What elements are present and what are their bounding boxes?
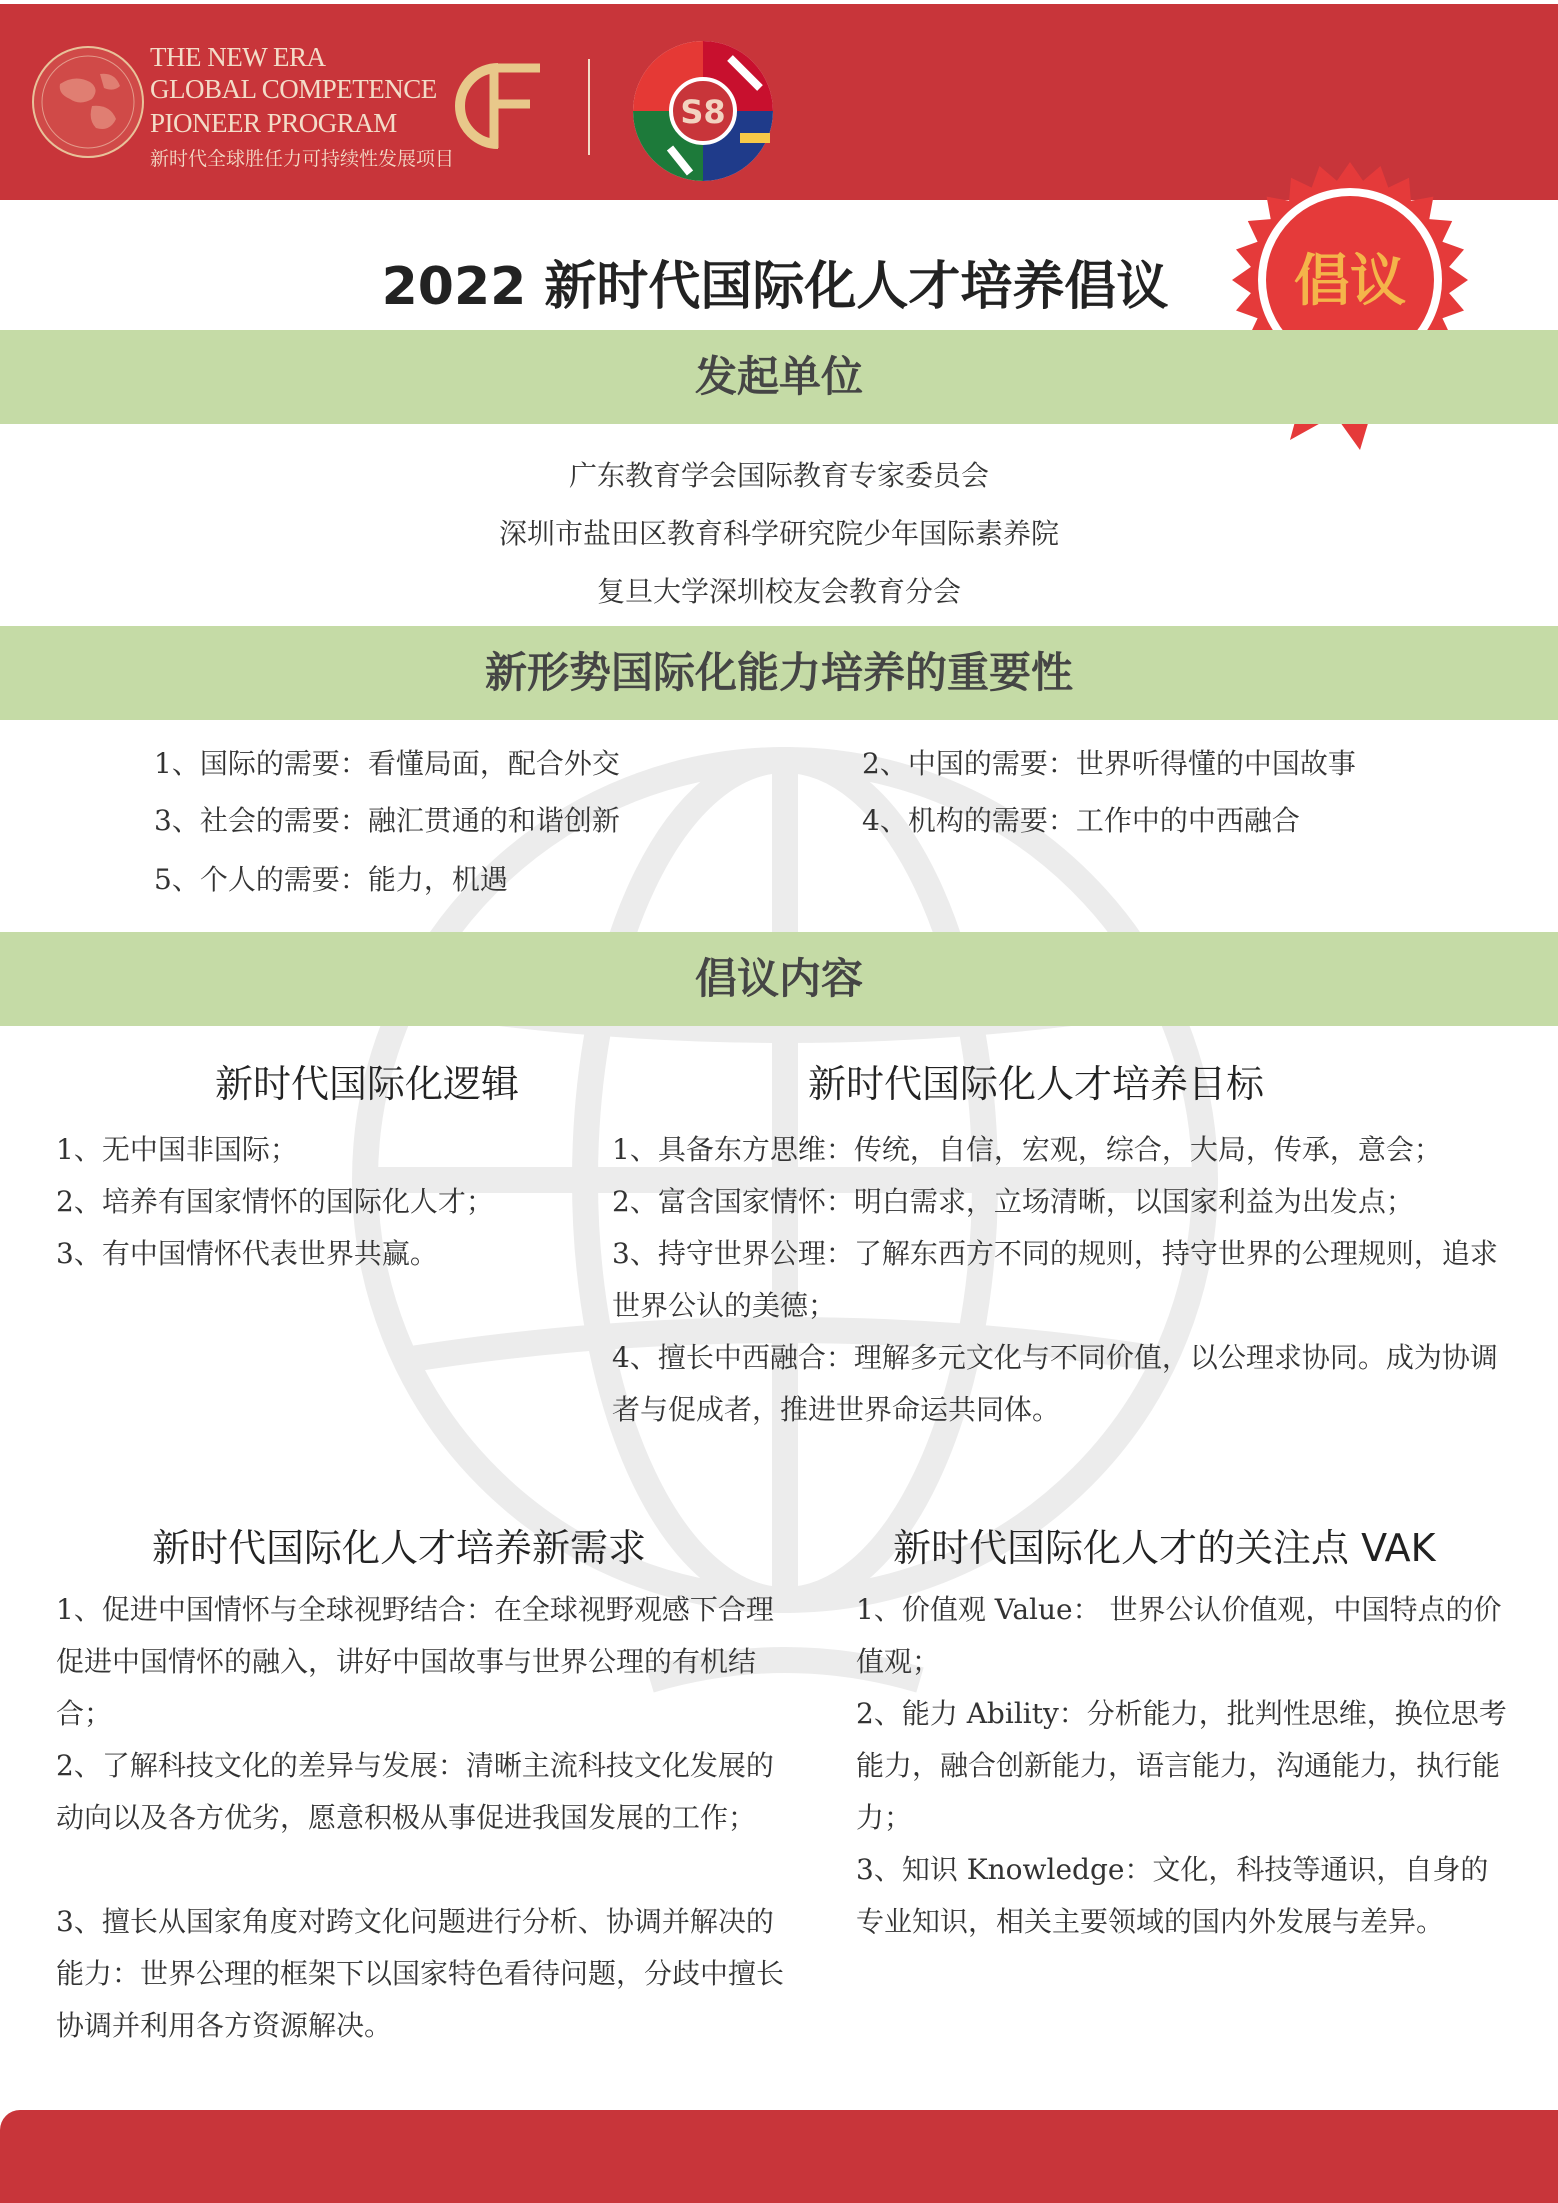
logic-item-3: 3、有中国情怀代表世界共赢。 xyxy=(56,1237,438,1270)
page-title: 2022 新时代国际化人才培养倡议 xyxy=(381,257,1169,317)
seal-text: 倡议 xyxy=(1294,249,1406,314)
importance-item-1: 1、国际的需要：看懂局面，配合外交 xyxy=(154,747,620,780)
header-divider xyxy=(588,59,590,155)
brand-line-1: THE NEW ERA xyxy=(150,42,326,72)
vak-title: 新时代国际化人才的关注点 VAK xyxy=(893,1526,1436,1570)
initiator-line-3: 复旦大学深圳校友会教育分会 xyxy=(596,575,961,608)
goals-item-4: 4、擅长中西融合：理解多元文化与不同价值，以公理求协同。成为协调者与促成者，推进世界命运共同体。 xyxy=(612,1341,1498,1426)
importance-item-3: 3、社会的需要：融汇贯通的和谐创新 xyxy=(154,804,620,837)
initiator-line-2: 深圳市盐田区教育科学研究院少年国际素养院 xyxy=(498,517,1059,550)
goals-item-2: 2、富含国家情怀：明白需求，立场清晰，以国家利益为出发点； xyxy=(612,1185,1414,1218)
vak-item-2: 2、能力 Ability：分析能力，批判性思维，换位思考能力，融合创新能力，语言能力，沟通能力，执行能力； xyxy=(856,1697,1507,1834)
vak-item-3: 3、知识 Knowledge：文化，科技等通识，自身的专业知识，相关主要领域的国内外发展与差异。 xyxy=(856,1853,1489,1938)
needs-item-3: 3、擅长从国家角度对跨文化问题进行分析、协调并解决的能力：世界公理的框架下以国家特色看待问题，分歧中擅长协调并利用各方资源解决。 xyxy=(56,1905,785,2042)
needs-title: 新时代国际化人才培养新需求 xyxy=(152,1526,647,1570)
brand-line-2: GLOBAL COMPETENCE xyxy=(150,74,437,104)
footer-banner xyxy=(0,2110,1558,2203)
goals-title: 新时代国际化人才培养目标 xyxy=(808,1062,1265,1106)
logic-title: 新时代国际化逻辑 xyxy=(215,1062,520,1106)
s8-label: S8 xyxy=(680,93,726,131)
section-title-content: 倡议内容 xyxy=(694,954,863,1003)
goals-item-1: 1、具备东方思维：传统，自信，宏观，综合，大局，传承，意会； xyxy=(612,1133,1442,1166)
needs-item-2: 2、了解科技文化的差异与发展：清晰主流科技文化发展的动向以及各方优劣，愿意积极从事促进我国发展的工作； xyxy=(56,1749,774,1834)
brand-line-3: PIONEER PROGRAM xyxy=(150,108,397,138)
logic-item-2: 2、培养有国家情怀的国际化人才； xyxy=(56,1185,494,1218)
section-title-initiators: 发起单位 xyxy=(694,352,863,401)
vak-item-1: 1、价值观 Value： 世界公认价值观，中国特点的价值观； xyxy=(856,1593,1502,1678)
section-title-importance: 新形势国际化能力培养的重要性 xyxy=(484,648,1073,697)
s8-flags-badge-icon xyxy=(630,38,776,184)
brand-subtitle: 新时代全球胜任力可持续性发展项目 xyxy=(150,148,455,170)
importance-item-5: 5、个人的需要：能力，机遇 xyxy=(154,863,508,896)
importance-item-2: 2、中国的需要：世界听得懂的中国故事 xyxy=(862,747,1356,780)
cf-monogram-icon xyxy=(440,56,550,156)
initiator-line-1: 广东教育学会国际教育专家委员会 xyxy=(568,459,989,492)
goals-item-3: 3、持守世界公理：了解东西方不同的规则，持守世界的公理规则，追求世界公认的美德； xyxy=(612,1237,1498,1322)
logic-item-1: 1、无中国非国际； xyxy=(56,1133,298,1166)
globe-logo-icon xyxy=(30,44,146,160)
importance-item-4: 4、机构的需要：工作中的中西融合 xyxy=(862,804,1300,837)
needs-item-1: 1、促进中国情怀与全球视野结合：在全球视野观感下合理促进中国情怀的融入，讲好中国故事与世界公理的有机结合； xyxy=(56,1593,774,1730)
